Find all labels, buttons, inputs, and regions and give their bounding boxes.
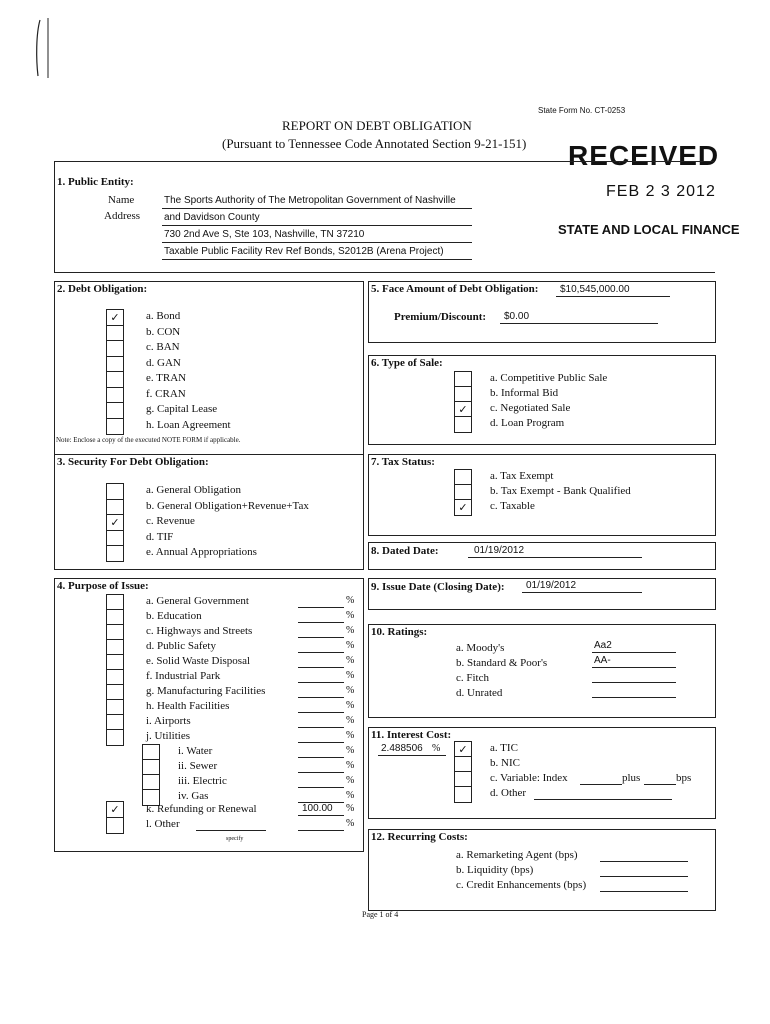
debt-obligation-checkbox[interactable] <box>106 402 124 419</box>
purpose-value-line <box>298 622 344 623</box>
security-checkbox[interactable] <box>106 483 124 500</box>
purpose-value-line <box>298 712 344 713</box>
other-interest-line <box>534 799 672 800</box>
debt-obligation-label: g. Capital Lease <box>146 403 218 415</box>
rating-line <box>592 667 676 668</box>
section5-heading: 5. Face Amount of Debt Obligation: <box>371 283 539 295</box>
debt-obligation-checkbox[interactable] <box>106 340 124 357</box>
premium-discount-value: $0.00 <box>504 311 530 322</box>
debt-obligation-checkbox[interactable] <box>106 418 124 435</box>
interest-cost-label: d. Other <box>490 787 527 799</box>
interest-cost-checkbox[interactable]: ✓ <box>454 741 472 758</box>
page-title: REPORT ON DEBT OBLIGATION <box>282 118 472 133</box>
purpose-label: j. Utilities <box>146 730 190 742</box>
debt-obligation-label: e. TRAN <box>146 372 187 384</box>
debt-obligation-label: c. BAN <box>146 341 180 353</box>
plus-label: plus <box>622 772 641 784</box>
rating-label: a. Moody's <box>456 642 505 654</box>
state-form-number: State Form No. CT-0253 <box>538 106 626 115</box>
utility-pct: % <box>346 760 355 771</box>
refunding-value: 100.00 <box>302 803 333 814</box>
other-purpose-checkbox[interactable] <box>106 817 124 834</box>
utility-pct: % <box>346 790 355 801</box>
purpose-label: i. Airports <box>146 715 191 727</box>
debt-obligation-label: f. CRAN <box>146 387 186 400</box>
purpose-label: e. Solid Waste Disposal <box>146 655 251 667</box>
tax-status-label: a. Tax Exempt <box>490 470 554 482</box>
rating-value: AA- <box>594 655 611 666</box>
security-label: c. Revenue <box>146 515 195 527</box>
type-of-sale-checkbox[interactable] <box>454 416 472 433</box>
interest-cost-label: b. NIC <box>490 757 520 769</box>
address-line-1: and Davidson County <box>164 212 260 223</box>
purpose-value-line <box>298 697 344 698</box>
page-number: Page 1 of 4 <box>362 910 399 919</box>
debt-obligation-label: b. CON <box>146 325 181 338</box>
recurring-cost-line <box>600 891 688 892</box>
utility-label: iii. Electric <box>178 775 227 787</box>
received-stamp: RECEIVED <box>568 140 720 171</box>
debt-obligation-checkbox[interactable] <box>106 325 124 342</box>
purpose-label: a. General Government <box>146 595 249 607</box>
type-of-sale-label: a. Competitive Public Sale <box>490 372 608 384</box>
section7-heading: 7. Tax Status: <box>371 456 435 468</box>
refunding-value-line <box>298 815 344 816</box>
address-line-3: Taxable Public Facility Rev Ref Bonds, S2012B (Arena Project) <box>164 246 444 257</box>
interest-cost-checkbox[interactable] <box>454 786 472 803</box>
rating-label: b. Standard & Poor's <box>456 657 548 669</box>
debt-obligation-checkbox[interactable] <box>106 387 124 404</box>
purpose-pct: % <box>346 655 355 666</box>
purpose-pct: % <box>346 700 355 711</box>
entity-name-value: The Sports Authority of The Metropolitan Government of Nashville <box>164 195 456 206</box>
other-purpose-pct: % <box>346 818 355 829</box>
section9-heading: 9. Issue Date (Closing Date): <box>371 581 505 593</box>
utility-label: ii. Sewer <box>178 760 218 772</box>
rating-line <box>592 652 676 653</box>
security-checkbox[interactable] <box>106 545 124 562</box>
utility-pct: % <box>346 775 355 786</box>
name-label: Name <box>108 194 135 206</box>
purpose-pct: % <box>346 610 355 621</box>
purpose-label: c. Highways and Streets <box>146 625 253 637</box>
interest-cost-label: c. Variable: Index <box>490 772 568 784</box>
issue-date-value: 01/19/2012 <box>526 580 577 591</box>
index-line <box>580 784 622 785</box>
purpose-pct: % <box>346 670 355 681</box>
security-checkbox[interactable] <box>106 530 124 547</box>
premium-discount-label: Premium/Discount: <box>394 311 487 323</box>
purpose-value-line <box>298 727 344 728</box>
recurring-cost-label: b. Liquidity (bps) <box>456 864 534 876</box>
debt-obligation-label: d. GAN <box>146 356 181 369</box>
section4-heading: 4. Purpose of Issue: <box>57 580 149 592</box>
rating-line <box>592 682 676 683</box>
section3-heading: 3. Security For Debt Obligation: <box>57 456 209 468</box>
rating-value: Aa2 <box>594 640 612 651</box>
refunding-pct: % <box>346 803 355 814</box>
section1-heading: 1. Public Entity: <box>57 176 134 188</box>
debt-obligation-checkbox[interactable] <box>106 371 124 388</box>
purpose-pct: % <box>346 595 355 606</box>
type-of-sale-label: b. Informal Bid <box>490 387 559 399</box>
utility-value-line <box>298 757 344 758</box>
purpose-pct: % <box>346 730 355 741</box>
tax-status-checkbox[interactable]: ✓ <box>454 499 472 516</box>
purpose-value-line <box>298 652 344 653</box>
plus-line <box>644 784 676 785</box>
dated-date-value: 01/19/2012 <box>474 545 525 556</box>
security-label: d. TIF <box>146 530 174 543</box>
debt-obligation-checkbox[interactable] <box>106 356 124 373</box>
section2-heading: 2. Debt Obligation: <box>57 283 148 295</box>
recurring-cost-line <box>600 861 688 862</box>
other-purpose-label: l. Other <box>146 818 180 830</box>
rating-label: d. Unrated <box>456 687 503 699</box>
security-label: a. General Obligation <box>146 484 241 496</box>
purpose-pct: % <box>346 715 355 726</box>
address-line-2: 730 2nd Ave S, Ste 103, Nashville, TN 37210 <box>164 229 365 240</box>
purpose-value-line <box>298 742 344 743</box>
security-checkbox[interactable] <box>106 499 124 516</box>
address-label: Address <box>104 210 141 222</box>
page-subtitle: (Pursuant to Tennessee Code Annotated Section 9-21-151) <box>222 136 527 151</box>
bps-label: bps <box>676 772 692 784</box>
utility-value-line <box>298 772 344 773</box>
purpose-pct: % <box>346 625 355 636</box>
purpose-pct: % <box>346 685 355 696</box>
purpose-label: b. Education <box>146 610 202 622</box>
debt-obligation-label: h. Loan Agreement <box>146 418 231 431</box>
purpose-label: h. Health Facilities <box>146 700 230 712</box>
section12-heading: 12. Recurring Costs: <box>371 831 468 843</box>
section11-heading: 11. Interest Cost: <box>371 729 452 741</box>
section8-heading: 8. Dated Date: <box>371 545 439 557</box>
tax-status-label: b. Tax Exempt - Bank Qualified <box>490 485 631 497</box>
utility-label: iv. Gas <box>178 790 209 802</box>
stamp-date: FEB 2 3 2012 <box>606 183 716 200</box>
security-label: b. General Obligation+Revenue+Tax <box>146 499 309 512</box>
security-checkbox[interactable]: ✓ <box>106 514 124 531</box>
face-amount-value: $10,545,000.00 <box>560 284 630 295</box>
purpose-checkbox[interactable] <box>106 729 124 746</box>
type-of-sale-label: d. Loan Program <box>490 417 565 429</box>
utility-pct: % <box>346 745 355 756</box>
debt-obligation-label: a. Bond <box>146 310 181 322</box>
interest-cost-label: a. TIC <box>490 742 518 754</box>
type-of-sale-checkbox[interactable]: ✓ <box>454 401 472 418</box>
rating-label: c. Fitch <box>456 672 489 684</box>
purpose-value-line <box>298 667 344 668</box>
other-purpose-value-line <box>298 830 344 831</box>
utility-label: i. Water <box>178 745 213 757</box>
purpose-label: d. Public Safety <box>146 640 216 652</box>
purpose-value-line <box>298 607 344 608</box>
security-label: e. Annual Appropriations <box>146 546 257 558</box>
section-ratings <box>368 624 716 718</box>
tax-status-label: c. Taxable <box>490 500 535 512</box>
other-purpose-line <box>196 830 266 831</box>
note-form-note: Note: Enclose a copy of the executed NOTE FORM if applicable. <box>56 436 241 444</box>
margin-scribble <box>28 14 58 84</box>
utility-value-line <box>298 787 344 788</box>
refunding-checkbox[interactable]: ✓ <box>106 801 124 818</box>
refunding-label: k. Refunding or Renewal <box>146 803 257 815</box>
stamp-office: STATE AND LOCAL FINANCE <box>558 222 740 237</box>
purpose-label: g. Manufacturing Facilities <box>146 685 266 697</box>
interest-rate-pct: % <box>432 743 441 754</box>
debt-obligation-checkbox[interactable]: ✓ <box>106 309 124 326</box>
purpose-pct: % <box>346 640 355 651</box>
section6-heading: 6. Type of Sale: <box>371 357 443 369</box>
recurring-cost-label: a. Remarketing Agent (bps) <box>456 849 578 861</box>
section10-heading: 10. Ratings: <box>371 626 428 638</box>
type-of-sale-label: c. Negotiated Sale <box>490 402 571 414</box>
purpose-label: f. Industrial Park <box>146 670 221 682</box>
purpose-value-line <box>298 682 344 683</box>
recurring-cost-line <box>600 876 688 877</box>
specify-caption: specify <box>226 836 244 842</box>
recurring-cost-label: c. Credit Enhancements (bps) <box>456 879 587 891</box>
rating-line <box>592 697 676 698</box>
purpose-value-line <box>298 637 344 638</box>
interest-rate-value: 2.488506 <box>381 743 423 754</box>
